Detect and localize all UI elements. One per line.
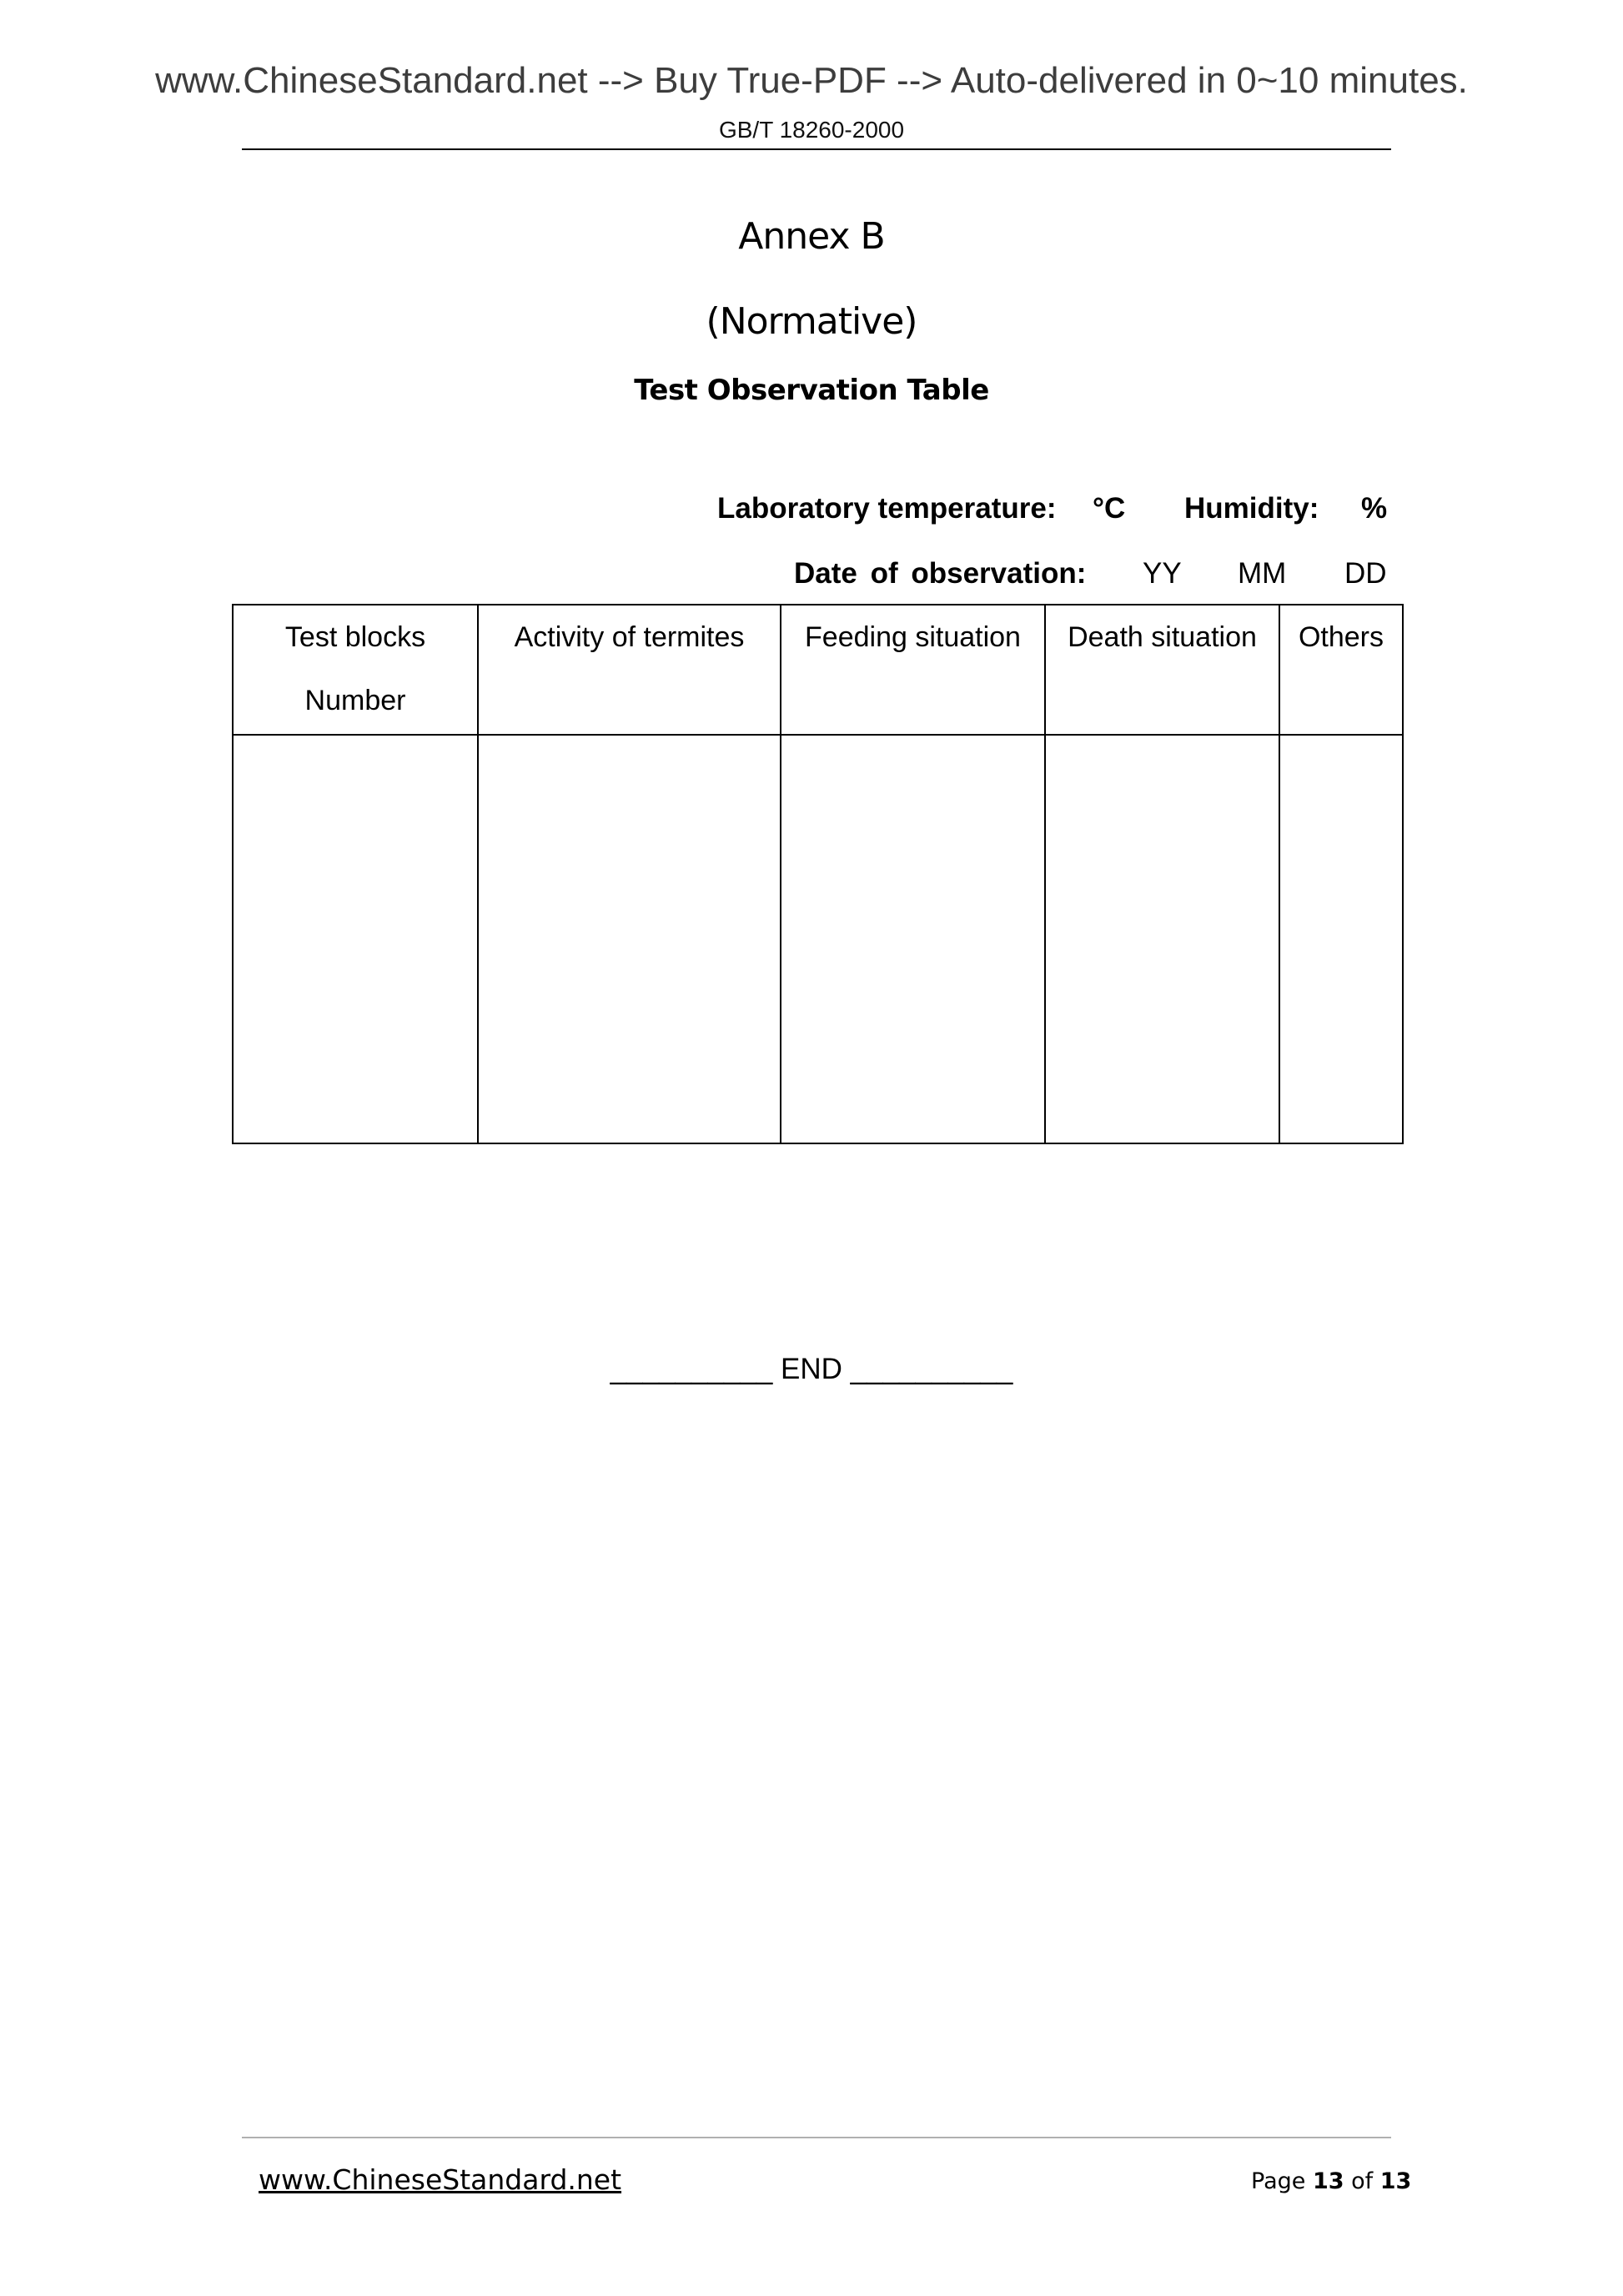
year-label: YY bbox=[1143, 557, 1182, 590]
table-cell-activity bbox=[478, 735, 781, 1143]
table-header-row bbox=[233, 605, 1403, 735]
date-of-observation-label: Date of observation: bbox=[794, 557, 1087, 590]
table-cell-death bbox=[1045, 735, 1279, 1143]
annex-title: Annex B bbox=[738, 215, 885, 258]
footer-site-link[interactable]: www.ChineseStandard.net bbox=[259, 2163, 622, 2196]
header-banner: www.ChineseStandard.net --> Buy True-PDF --> Auto-delivered in 0~10 minutes. bbox=[155, 60, 1468, 101]
humidity-unit: % bbox=[1361, 492, 1388, 525]
table-cell-test-blocks bbox=[233, 735, 478, 1143]
page-total: 13 bbox=[1379, 2168, 1412, 2194]
header-feeding-situation bbox=[781, 605, 1045, 735]
standard-code: GB/T 18260-2000 bbox=[718, 117, 905, 143]
table-row bbox=[233, 735, 1403, 1143]
header-death-situation bbox=[1045, 605, 1279, 735]
header-cell-line: Others bbox=[1298, 621, 1384, 653]
header-cell-line: Feeding situation bbox=[805, 621, 1021, 653]
observation-table bbox=[232, 604, 1404, 1144]
table-title: Test Observation Table bbox=[634, 374, 989, 407]
footer-divider bbox=[242, 2137, 1391, 2138]
header-cell-line: Number bbox=[304, 685, 406, 716]
lab-temperature-label: Laboratory temperature: bbox=[717, 492, 1057, 525]
page-word: Page bbox=[1251, 2168, 1306, 2194]
header-others bbox=[1279, 605, 1403, 735]
month-label: MM bbox=[1238, 557, 1287, 590]
humidity-label: Humidity: bbox=[1184, 492, 1319, 525]
temperature-unit: °C bbox=[1093, 492, 1126, 525]
table-cell-others bbox=[1279, 735, 1403, 1143]
header-activity-of-termites bbox=[478, 605, 781, 735]
header-cell-line: Test blocks bbox=[284, 621, 426, 653]
annex-type: (Normative) bbox=[706, 300, 917, 343]
table-cell-feeding bbox=[781, 735, 1045, 1143]
day-label: DD bbox=[1344, 557, 1387, 590]
page-of: of bbox=[1351, 2168, 1374, 2194]
header-cell-line: Death situation bbox=[1068, 621, 1257, 653]
header-test-blocks-number bbox=[233, 605, 478, 735]
page-current: 13 bbox=[1312, 2168, 1344, 2194]
page-number bbox=[1251, 2168, 1411, 2194]
header-divider bbox=[242, 148, 1391, 150]
header-cell-line: Activity of termites bbox=[514, 621, 745, 653]
end-marker: __________ END __________ bbox=[610, 1353, 1013, 1385]
